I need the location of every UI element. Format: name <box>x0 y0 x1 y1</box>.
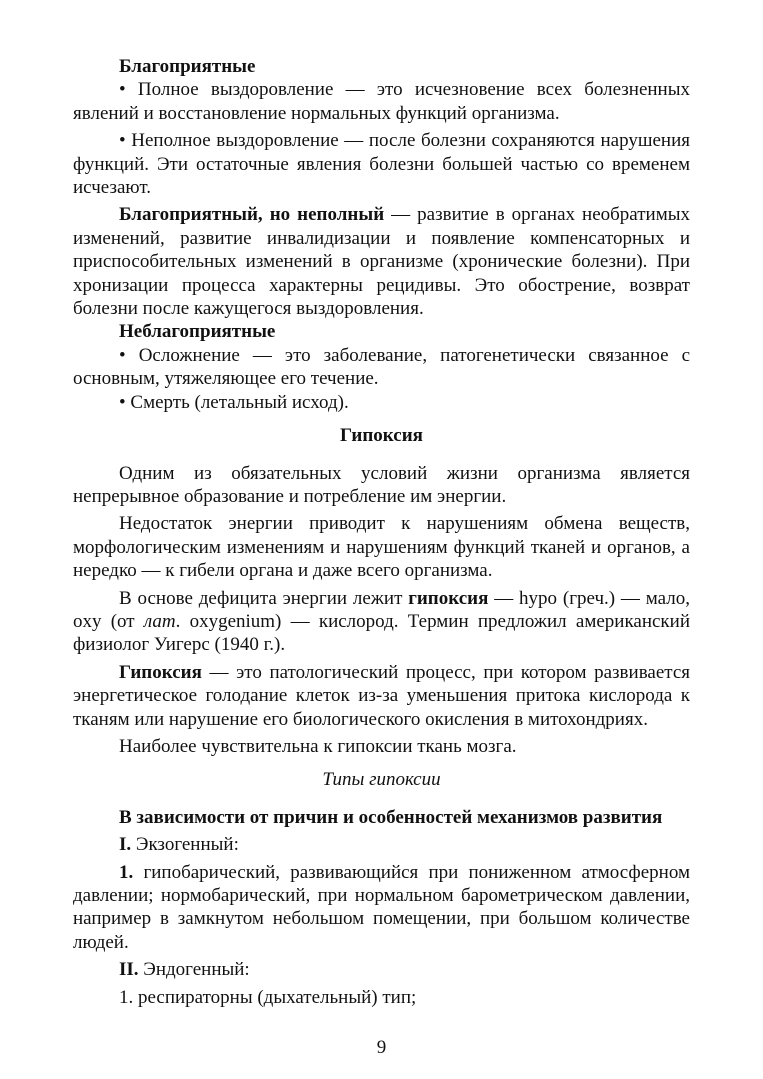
page-content <box>73 55 690 1009</box>
unfavorable-heading: Неблагоприятные <box>119 321 276 343</box>
hypoxia-definition: Гипоксия — это патологический процесс, при котором развивается энергетическое голодание клеток из-за уменьшения притока кислорода к тканям или нарушение его биологического окисления в митохондриях. <box>73 661 690 730</box>
endogenous-item-1: 1. респираторны (дыхательный) тип; <box>119 986 417 1008</box>
favorable-incomplete-paragraph: Благоприятный, но неполный — развитие в органах необратимых изменений, развитие инвалидизации и появление компенсаторных и приспособительных изменений в организме (хронические болезни). При хронизации процесса характерны рецидивы. Это обострение, возврат болезни после кажущегося выздоровления. <box>73 204 691 320</box>
favorable-item-incomplete-recovery: • Неполное выздоровление — после болезни сохраняются нарушения функций. Эти остаточные явления болезни большей частью со временем исчезают. <box>73 130 690 199</box>
types-heading: В зависимости от причин и особенностей механизмов развития <box>119 806 663 828</box>
hypoxia-paragraph-3: В основе дефицита энергии лежит гипоксия — hypo (греч.) — мало, oxy (от лат. oxygenium) — кислород. Термин предложил американский физиолог Уигерс (1940 г.). <box>73 587 690 656</box>
hypoxia-paragraph-5: Наиболее чувствительна к гипоксии ткань мозга. <box>119 735 517 757</box>
favorable-heading: Благоприятные <box>119 56 256 77</box>
unfavorable-item-death: • Смерть (летальный исход). <box>119 391 349 413</box>
exogenous-item-1: 1. гипобарический, развивающийся при пониженном атмосферном давлении; нормобарический, при нормальном барометрическом давлении, например в замкнутом небольшом помещении, при большом количестве людей. <box>73 861 690 953</box>
favorable-item-full-recovery: • Полное выздоровление — это исчезновение всех болезненных явлений и восстановление нормальных функций организма. <box>73 79 690 124</box>
types-subtitle: Типы гипоксии <box>322 769 441 791</box>
hypoxia-paragraph-1: Одним из обязательных условий жизни организма является непрерывное образование и потребление им энергии. <box>73 462 690 507</box>
hypoxia-title: Гипоксия <box>340 425 423 447</box>
hypoxia-paragraph-2: Недостаток энергии приводит к нарушениям обмена веществ, морфологическим изменениям и нарушениям функций тканей и органов, а нередко — к гибели органа и даже всего организма. <box>73 513 690 582</box>
favorable-incomplete-term: Благоприятный, но неполный <box>119 204 385 226</box>
unfavorable-item-complication: • Осложнение — это заболевание, патогенетически связанное с основным, утяжеляющее его течение. <box>73 344 690 390</box>
page-number: 9 <box>376 1037 387 1058</box>
endogenous-label: II. Эндогенный: <box>119 959 250 981</box>
exogenous-label: I. Экзогенный: <box>119 834 239 856</box>
